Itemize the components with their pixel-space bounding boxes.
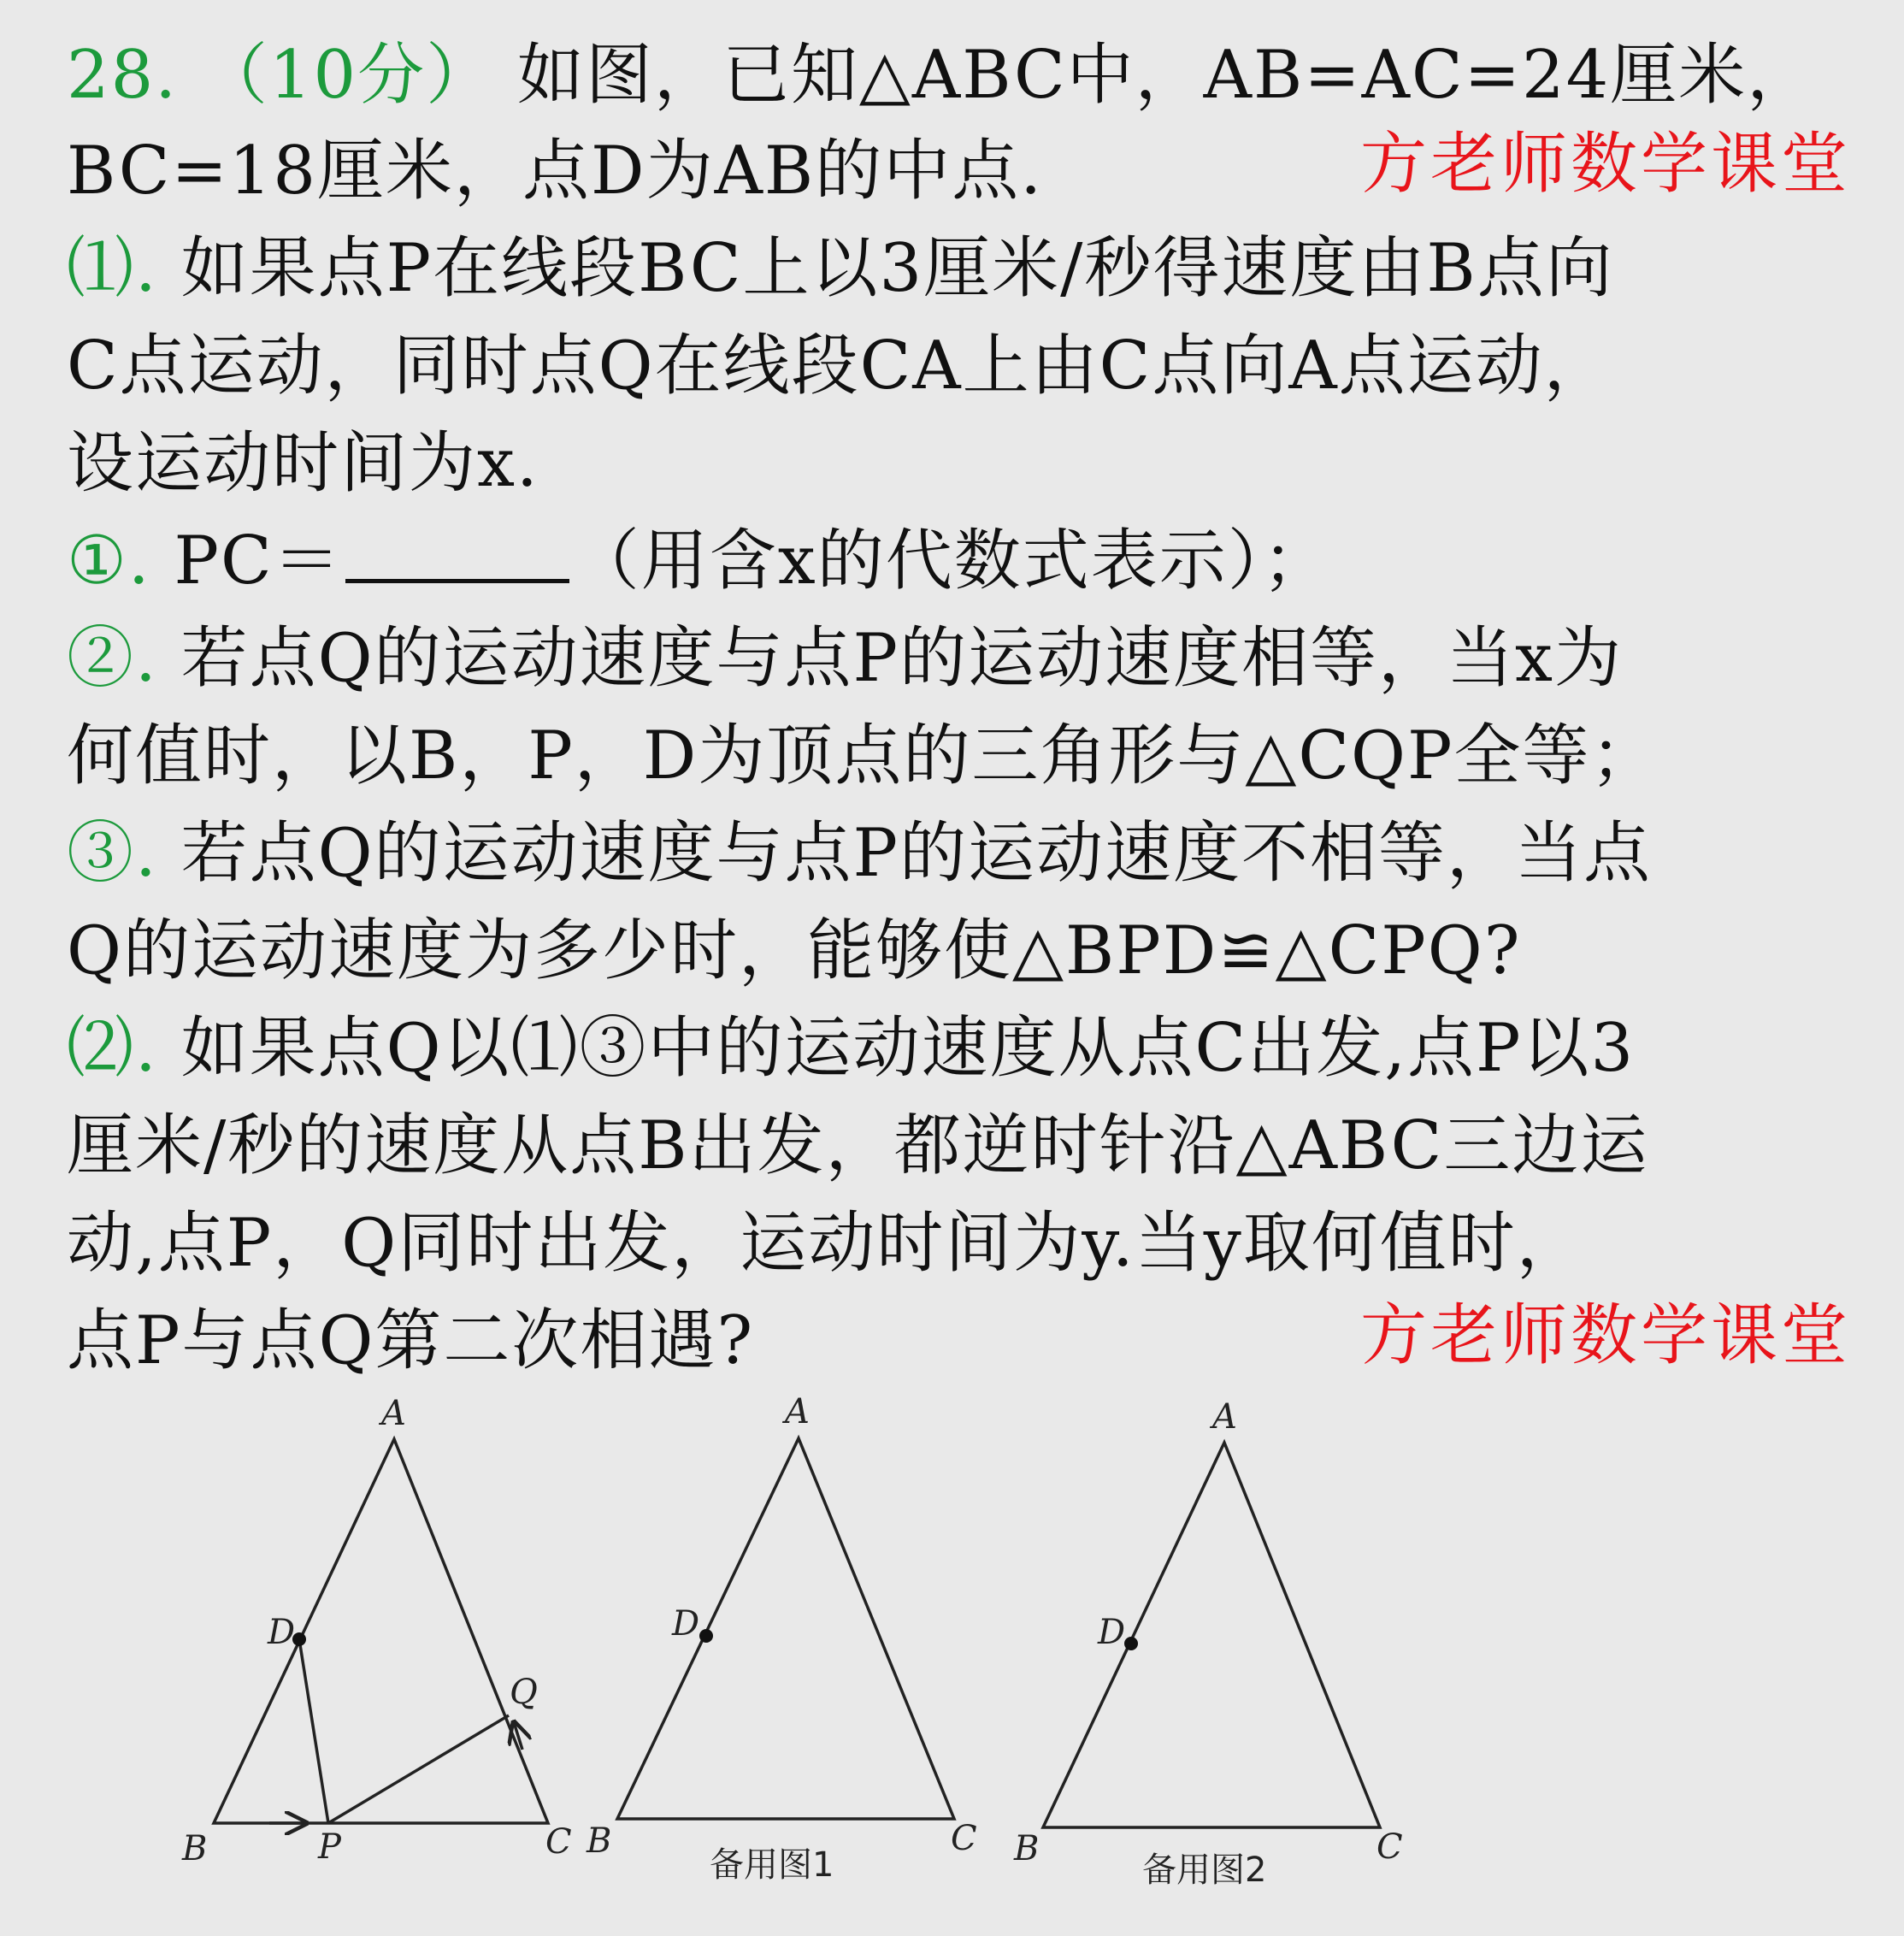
q1-mark: ①. [67, 522, 151, 599]
label-b: B [182, 1829, 208, 1868]
label-p: P [318, 1827, 341, 1867]
triangle-abc [214, 1439, 548, 1823]
triangle-abc [617, 1438, 954, 1819]
label-b: B [1014, 1829, 1040, 1868]
text-line [67, 518, 1331, 604]
segment-pq [328, 1715, 509, 1823]
part2-text: 点P与点Q第二次相遇? [67, 1302, 755, 1379]
part1-text: C点运动，同时点Q在线段CA上由C点向A点运动， [67, 328, 1612, 404]
label-a: A [1212, 1397, 1237, 1437]
part1-mark: ⑴. [67, 230, 158, 307]
part2-text: 厘米/秒的速度从点B出发，都逆时针沿△ABC三边运 [67, 1107, 1649, 1184]
text-line [67, 811, 1652, 896]
point-d [1124, 1637, 1138, 1650]
part2-text: 动,点P，Q同时出发，运动时间为y.当y取何值时， [67, 1205, 1585, 1282]
segment-dp [299, 1639, 328, 1823]
q3-text: Q的运动速度为多少时，能够使△BPD≌△CPQ? [67, 912, 1522, 989]
q2-text: 何值时，以B，P，D为顶点的三角形与△CQP全等； [67, 717, 1659, 794]
text-line [67, 616, 1623, 701]
spare-figure-2 [1043, 1443, 1380, 1827]
watermark-bottom: 方老师数学课堂 [1359, 1297, 1851, 1374]
label-b: B [587, 1821, 612, 1861]
part1-text: 如果点P在线段BC上以3厘米/秒得速度由B点向 [180, 230, 1614, 307]
q3-text: 若点Q的运动速度与点P的运动速度不相等，当点 [180, 815, 1653, 892]
figures [0, 1368, 1904, 1936]
part2-text: 如果点Q以⑴③中的运动速度从点C出发,点P以3 [180, 1010, 1636, 1087]
part1-text: 设运动时间为x. [67, 425, 539, 502]
caption-spare2: 备用图2 [1142, 1850, 1267, 1890]
q2-text: 若点Q的运动速度与点P的运动速度相等，当x为 [180, 620, 1624, 697]
point-d [699, 1629, 713, 1643]
spare-figure-1 [617, 1438, 954, 1819]
problem-score: （10分） [200, 37, 495, 114]
main-figure [214, 1439, 548, 1823]
label-c: C [545, 1822, 572, 1862]
problem-intro: 如图，已知△ABC中，AB=AC=24厘米， [516, 37, 1816, 114]
text-line [67, 1201, 1585, 1286]
part2-mark: ⑵. [67, 1010, 158, 1087]
watermark-top: 方老师数学课堂 [1359, 126, 1851, 203]
label-q: Q [510, 1673, 538, 1712]
triangle-abc [1043, 1443, 1380, 1827]
q1-prefix: PC＝ [174, 522, 342, 599]
label-c: C [951, 1819, 977, 1858]
text-line [67, 32, 1815, 118]
label-d: D [1098, 1613, 1126, 1652]
problem-intro-cont: BC=18厘米，点D为AB的中点. [67, 133, 1044, 210]
label-d: D [672, 1604, 700, 1644]
text-line [67, 908, 1522, 994]
text-line [67, 128, 1043, 214]
text-line [67, 1006, 1635, 1091]
label-d: D [268, 1613, 296, 1652]
caption-spare1: 备用图1 [710, 1845, 834, 1885]
q3-mark: ③. [67, 815, 158, 892]
q1-suffix: （用含x的代数式表示）； [572, 522, 1331, 599]
answer-blank[interactable] [345, 519, 569, 583]
text-line [67, 421, 539, 506]
problem-number: 28. [67, 37, 179, 114]
label-a: A [381, 1394, 406, 1433]
label-a: A [785, 1392, 810, 1431]
text-line [67, 713, 1659, 799]
label-c: C [1376, 1827, 1403, 1867]
text-line [67, 323, 1612, 409]
text-line [67, 226, 1614, 311]
text-line [67, 1103, 1648, 1189]
q2-mark: ②. [67, 620, 158, 697]
